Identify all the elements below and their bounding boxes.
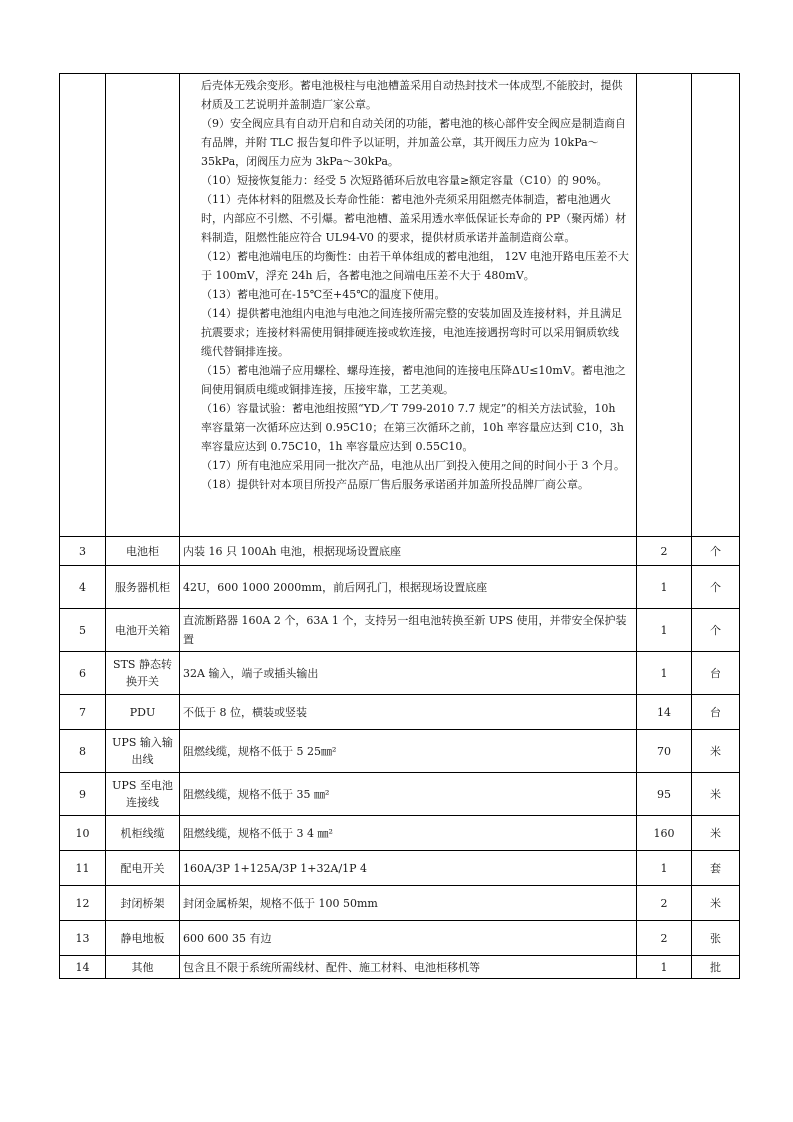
item-description: 阻燃线缆，规格不低于 3 4 ㎜² — [180, 816, 637, 851]
item-description: 封闭金属桥架，规格不低于 100 50mm — [180, 886, 637, 921]
spec-paragraph: （18）提供针对本项目所投产品原厂售后服务承诺函并加盖所投品牌厂商公章。 — [201, 478, 589, 491]
table-row — [60, 566, 740, 609]
item-quantity: 1 — [637, 609, 692, 652]
item-unit: 套 — [692, 851, 740, 886]
table-row — [60, 816, 740, 851]
spec-paragraph: （14）提供蓄电池组内电池与电池之间连接所需完整的安装加固及连接材料，并且满足抗震要求；连接材料需使用铜排硬连接或软连接，电池连接遇拐弯时可以采用铜质软线缆代替铜排连接。 — [201, 307, 622, 358]
item-name: 静电地板 — [106, 921, 180, 956]
row-number: 14 — [60, 956, 106, 979]
item-quantity: 160 — [637, 816, 692, 851]
item-unit: 米 — [692, 886, 740, 921]
equipment-spec-table — [59, 73, 740, 979]
item-unit: 个 — [692, 609, 740, 652]
item-unit: 米 — [692, 730, 740, 773]
item-description: 不低于 8 位，横装或竖装 — [180, 695, 637, 730]
item-quantity: 1 — [637, 851, 692, 886]
item-name: 配电开关 — [106, 851, 180, 886]
cell-continued-spec — [180, 74, 637, 537]
item-quantity: 95 — [637, 773, 692, 816]
item-unit: 个 — [692, 566, 740, 609]
item-description: 内装 16 只 100Ah 电池，根据现场设置底座 — [180, 537, 637, 566]
item-quantity: 2 — [637, 537, 692, 566]
item-unit: 台 — [692, 695, 740, 730]
table-row — [60, 773, 740, 816]
item-description: 42U，600 1000 2000mm，前后网孔门，根据现场设置底座 — [180, 566, 637, 609]
cell-unit-empty — [692, 74, 740, 537]
row-number: 13 — [60, 921, 106, 956]
spec-paragraph: （10）短接恢复能力：经受 5 次短路循环后放电容量≥额定容量（C10）的 90%。 — [201, 174, 608, 187]
row-number: 4 — [60, 566, 106, 609]
row-number: 7 — [60, 695, 106, 730]
cell-name-empty — [106, 74, 180, 537]
item-description: 阻燃线缆，规格不低于 5 25㎜² — [180, 730, 637, 773]
table-row — [60, 730, 740, 773]
spec-paragraph: （13）蓄电池可在-15℃至+45℃的温度下使用。 — [201, 288, 446, 301]
spec-paragraph: （15）蓄电池端子应用螺栓、螺母连接，蓄电池间的连接电压降ΔU≤10mV。蓄电池之间使用铜质电缆或铜排连接，压接牢靠，工艺美观。 — [201, 364, 626, 396]
row-number: 10 — [60, 816, 106, 851]
cell-qty-empty — [637, 74, 692, 537]
table-row — [60, 537, 740, 566]
item-name: STS 静态转换开关 — [106, 652, 180, 695]
row-number: 12 — [60, 886, 106, 921]
table-row — [60, 956, 740, 979]
table-row — [60, 921, 740, 956]
row-number: 5 — [60, 609, 106, 652]
table-row — [60, 851, 740, 886]
item-name: 封闭桥架 — [106, 886, 180, 921]
item-name: 电池开关箱 — [106, 609, 180, 652]
spec-paragraph: （12）蓄电池端电压的均衡性：由若干单体组成的蓄电池组， 12V 电池开路电压差不大于 100mV，浮充 24h 后，各蓄电池之间端电压差不大于 480mV。 — [201, 250, 629, 282]
item-unit: 台 — [692, 652, 740, 695]
cell-no-empty — [60, 74, 106, 537]
spec-paragraph: （17）所有电池应采用同一批次产品，电池从出厂到投入使用之间的时间小于 3 个月。 — [201, 459, 625, 472]
item-description: 600 600 35 有边 — [180, 921, 637, 956]
item-name: 其他 — [106, 956, 180, 979]
row-number: 6 — [60, 652, 106, 695]
table-row — [60, 695, 740, 730]
item-description: 包含且不限于系统所需线材、配件、施工材料、电池柜移机等 — [180, 956, 637, 979]
row-number: 3 — [60, 537, 106, 566]
row-number: 8 — [60, 730, 106, 773]
item-description: 阻燃线缆，规格不低于 35 ㎜² — [180, 773, 637, 816]
item-name: 服务器机柜 — [106, 566, 180, 609]
table-row-continuation — [60, 74, 740, 537]
item-name: UPS 输入输出线 — [106, 730, 180, 773]
item-quantity: 1 — [637, 566, 692, 609]
item-name: PDU — [106, 695, 180, 730]
item-unit: 米 — [692, 816, 740, 851]
item-description: 直流断路器 160A 2 个，63A 1 个，支持另一组电池转换至新 UPS 使用，并带安全保护装置 — [180, 609, 637, 652]
item-quantity: 1 — [637, 652, 692, 695]
item-quantity: 70 — [637, 730, 692, 773]
row-number: 9 — [60, 773, 106, 816]
item-unit: 张 — [692, 921, 740, 956]
item-name: 机柜线缆 — [106, 816, 180, 851]
table-row — [60, 886, 740, 921]
spec-paragraph: 后壳体无残余变形。蓄电池极柱与电池槽盖采用自动热封技术一体成型,不能胶封，提供材质及工艺说明并盖制造厂家公章。 — [201, 79, 623, 111]
item-unit: 个 — [692, 537, 740, 566]
item-description: 160A/3P 1+125A/3P 1+32A/1P 4 — [180, 851, 637, 886]
item-quantity: 2 — [637, 921, 692, 956]
spec-paragraph: （11）壳体材料的阻燃及长寿命性能：蓄电池外壳须采用阻燃壳体制造，蓄电池遇火时，内部应不引燃、不引爆。蓄电池槽、盖采用透水率低保证长寿命的 PP（聚丙烯）材料制造，阻燃性能应符合 UL94-V0 的要求，提供材质承诺并盖制造商公章。 — [201, 193, 627, 244]
table-row — [60, 652, 740, 695]
spec-paragraph: （16）容量试验：蓄电池组按照“YD／T 799-2010 7.7 规定”的相关方法试验，10h 率容量第一次循环应达到 0.95C10；在第三次循环之前，10h 率容量应达到 C10，3h 率容量应达到 0.75C10，1h 率容量应达到 0.55C10。 — [201, 402, 624, 453]
item-quantity: 14 — [637, 695, 692, 730]
item-quantity: 2 — [637, 886, 692, 921]
item-unit: 批 — [692, 956, 740, 979]
table-row — [60, 609, 740, 652]
item-description: 32A 输入，端子或插头输出 — [180, 652, 637, 695]
item-quantity: 1 — [637, 956, 692, 979]
item-unit: 米 — [692, 773, 740, 816]
item-name: UPS 至电池连接线 — [106, 773, 180, 816]
spec-paragraph: （9）安全阀应具有自动开启和自动关闭的功能，蓄电池的核心部件安全阀应是制造商自有品牌，并附 TLC 报告复印件予以证明，并加盖公章，其开阀压力应为 10kPa～35kPa，闭阀压力应为 3kPa～30kPa。 — [201, 117, 626, 168]
item-name: 电池柜 — [106, 537, 180, 566]
row-number: 11 — [60, 851, 106, 886]
